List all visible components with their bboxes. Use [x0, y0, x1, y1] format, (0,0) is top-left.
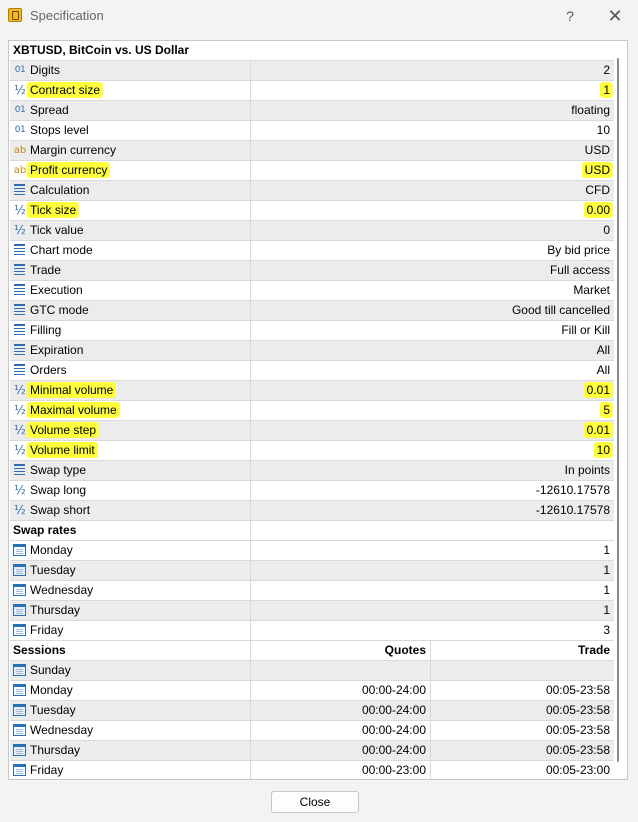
value-cell [251, 81, 614, 100]
calendar-icon [13, 704, 26, 716]
list-icon [14, 365, 25, 375]
value-cell [251, 421, 614, 440]
day-label: Sunday [30, 663, 71, 677]
title-bar [0, 0, 638, 32]
day-cell [10, 601, 251, 620]
spec-row[interactable] [10, 241, 614, 261]
list-icon [14, 345, 25, 355]
help-button[interactable]: ? [566, 8, 574, 24]
value-cell [251, 161, 614, 180]
day-label: Thursday [30, 743, 81, 757]
session-row[interactable] [10, 661, 614, 681]
property-value: 0.01 [584, 422, 613, 438]
spec-row[interactable] [10, 481, 614, 501]
property-cell [10, 261, 251, 280]
calendar-icon [13, 584, 26, 596]
spec-row[interactable] [10, 161, 614, 181]
quotes-column-header: Quotes [384, 643, 426, 657]
trade-value: 00:05-23:58 [545, 703, 610, 717]
specification-grid [8, 40, 628, 780]
numeric-icon: 01 [14, 125, 26, 135]
value-cell [251, 481, 614, 500]
property-value: 10 [596, 123, 610, 137]
property-label: Swap type [30, 463, 87, 477]
list-icon [14, 285, 25, 295]
text-icon: ab [13, 145, 27, 156]
day-label: Tuesday [30, 563, 76, 577]
vertical-scrollbar[interactable] [612, 48, 624, 774]
property-cell [10, 201, 251, 220]
fraction-icon: ½ [14, 443, 26, 457]
trade-cell [431, 661, 614, 680]
property-cell [10, 381, 251, 400]
session-row[interactable] [10, 741, 614, 761]
spec-row[interactable] [10, 261, 614, 281]
day-label: Thursday [30, 603, 81, 617]
property-value: USD [584, 143, 610, 157]
value-cell [251, 321, 614, 340]
window-title: Specification [30, 8, 104, 23]
property-label: Volume step [27, 422, 99, 438]
trade-cell [431, 741, 614, 760]
property-label: Trade [30, 263, 61, 277]
spec-row[interactable] [10, 181, 614, 201]
calendar-icon [13, 764, 26, 776]
trade-value: 00:05-23:58 [545, 723, 610, 737]
value-cell [251, 61, 614, 80]
spec-row[interactable] [10, 361, 614, 381]
trade-value: 00:05-23:00 [545, 763, 610, 777]
property-label: Execution [30, 283, 83, 297]
session-row[interactable] [10, 721, 614, 741]
trade-value: 00:05-23:58 [545, 743, 610, 757]
property-cell [10, 501, 251, 520]
property-value: -12610.17578 [535, 503, 610, 517]
property-value: 0.01 [584, 382, 613, 398]
spec-row[interactable] [10, 321, 614, 341]
property-label: Swap long [30, 483, 87, 497]
day-cell [10, 761, 251, 780]
list-icon [14, 265, 25, 275]
calendar-icon [13, 664, 26, 676]
quotes-value: 00:00-24:00 [361, 703, 426, 717]
property-label: Maximal volume [27, 402, 120, 418]
value-cell [251, 401, 614, 420]
calendar-icon [13, 744, 26, 756]
property-value: USD [582, 162, 613, 178]
property-value: In points [564, 463, 610, 477]
list-icon [14, 305, 25, 315]
day-label: Monday [30, 543, 73, 557]
trade-value: 00:05-23:58 [545, 683, 610, 697]
value-cell [251, 541, 614, 560]
property-value: 0.00 [584, 202, 613, 218]
property-cell [10, 321, 251, 340]
fraction-icon: ½ [14, 503, 26, 517]
value-cell [251, 281, 614, 300]
spec-row[interactable] [10, 401, 614, 421]
fraction-icon: ½ [14, 83, 26, 97]
property-value: CFD [585, 183, 610, 197]
property-value: 10 [594, 442, 613, 458]
day-label: Wednesday [30, 723, 94, 737]
value-cell [251, 101, 614, 120]
property-cell [10, 301, 251, 320]
list-icon [14, 185, 25, 195]
value-cell [251, 601, 614, 620]
property-label: Volume limit [27, 442, 98, 458]
value-cell [251, 261, 614, 280]
property-cell [10, 161, 251, 180]
property-value: Full access [549, 263, 610, 277]
numeric-icon: 01 [14, 105, 26, 115]
property-label: Tick size [27, 202, 79, 218]
numeric-icon: 01 [14, 65, 26, 75]
value-cell [251, 501, 614, 520]
quotes-cell [251, 721, 431, 740]
day-label: Tuesday [30, 703, 76, 717]
property-label: Minimal volume [27, 382, 116, 398]
property-value: -12610.17578 [535, 483, 610, 497]
spec-row[interactable] [10, 421, 614, 441]
spec-row[interactable] [10, 81, 614, 101]
close-icon[interactable]: ✕ [607, 6, 623, 26]
value-cell [251, 381, 614, 400]
spec-row[interactable] [10, 141, 614, 161]
value-cell [251, 621, 614, 640]
quotes-cell [251, 741, 431, 760]
property-label: Margin currency [30, 143, 117, 157]
spec-row[interactable] [10, 461, 614, 481]
property-cell [10, 461, 251, 480]
swap-rate-row[interactable] [10, 541, 614, 561]
trade-cell [431, 721, 614, 740]
calendar-icon [13, 564, 26, 576]
swap-rate-row[interactable] [10, 601, 614, 621]
swap-rate-value: 1 [603, 543, 610, 557]
day-label: Monday [30, 683, 73, 697]
value-cell [251, 241, 614, 260]
day-cell [10, 541, 251, 560]
property-value: All [596, 363, 610, 377]
scrollbar-thumb[interactable] [617, 58, 619, 762]
property-cell [10, 341, 251, 360]
property-value: 5 [600, 402, 613, 418]
spec-row[interactable] [10, 441, 614, 461]
symbol-header-row[interactable] [10, 41, 614, 61]
list-icon [14, 325, 25, 335]
sessions-header-row[interactable] [10, 641, 614, 661]
trade-cell [431, 761, 614, 780]
property-value: All [596, 343, 610, 357]
property-cell [10, 241, 251, 260]
swap-rate-value: 1 [603, 583, 610, 597]
text-icon: ab [13, 165, 27, 176]
fraction-icon: ½ [14, 483, 26, 497]
property-label: Tick value [30, 223, 84, 237]
property-label: Spread [30, 103, 69, 117]
day-cell [10, 581, 251, 600]
day-label: Friday [30, 623, 64, 637]
property-cell [10, 141, 251, 160]
property-value: 1 [600, 82, 613, 98]
day-cell [10, 621, 251, 640]
property-cell [10, 361, 251, 380]
value-cell [251, 121, 614, 140]
value-cell [251, 301, 614, 320]
property-label: Expiration [30, 343, 84, 357]
day-cell [10, 721, 251, 740]
quotes-cell [251, 701, 431, 720]
spec-row[interactable] [10, 301, 614, 321]
session-row[interactable] [10, 681, 614, 701]
dialog-footer [0, 784, 638, 822]
swap-rates-header-row[interactable] [10, 521, 614, 541]
swap-rate-row[interactable] [10, 621, 614, 641]
calendar-icon [13, 684, 26, 696]
property-cell [10, 181, 251, 200]
property-value: Market [573, 283, 610, 297]
swap-rate-value: 1 [603, 563, 610, 577]
quotes-value: 00:00-23:00 [361, 763, 426, 777]
fraction-icon: ½ [14, 223, 26, 237]
spec-row[interactable] [10, 381, 614, 401]
property-label: Swap short [30, 503, 91, 517]
property-value: Fill or Kill [561, 323, 610, 337]
fraction-icon: ½ [14, 383, 26, 397]
day-cell [10, 681, 251, 700]
property-cell [10, 221, 251, 240]
session-row[interactable] [10, 701, 614, 721]
property-label: Contract size [27, 82, 103, 98]
quotes-value: 00:00-24:00 [361, 723, 426, 737]
property-label: Orders [30, 363, 67, 377]
calendar-icon [13, 624, 26, 636]
day-cell [10, 561, 251, 580]
spec-row[interactable] [10, 121, 614, 141]
value-cell [251, 581, 614, 600]
property-value: floating [571, 103, 610, 117]
property-label: Filling [30, 323, 62, 337]
calendar-icon [13, 604, 26, 616]
quotes-cell [251, 661, 431, 680]
spec-row[interactable] [10, 501, 614, 521]
swap-rate-value: 1 [603, 603, 610, 617]
quotes-value: 00:00-24:00 [361, 743, 426, 757]
app-icon [8, 8, 22, 22]
trade-cell [431, 701, 614, 720]
symbol-header: XBTUSD, BitCoin vs. US Dollar [13, 43, 190, 57]
property-value: By bid price [547, 243, 610, 257]
spec-row[interactable] [10, 221, 614, 241]
fraction-icon: ½ [14, 403, 26, 417]
quotes-cell [251, 681, 431, 700]
property-value: Good till cancelled [511, 303, 610, 317]
property-cell [10, 441, 251, 460]
swap-rates-header: Swap rates [13, 523, 77, 537]
trade-column-header: Trade [577, 643, 610, 657]
day-cell [10, 701, 251, 720]
calendar-icon [13, 724, 26, 736]
property-cell [10, 121, 251, 140]
property-label: Chart mode [30, 243, 93, 257]
list-icon [14, 245, 25, 255]
day-cell [10, 661, 251, 680]
swap-rate-row[interactable] [10, 581, 614, 601]
swap-rate-value: 3 [603, 623, 610, 637]
spec-row[interactable] [10, 341, 614, 361]
quotes-cell [251, 761, 431, 780]
spec-row[interactable] [10, 201, 614, 221]
day-label: Wednesday [30, 583, 94, 597]
property-cell [10, 421, 251, 440]
value-cell [251, 181, 614, 200]
quotes-value: 00:00-24:00 [361, 683, 426, 697]
property-label: GTC mode [30, 303, 89, 317]
sessions-header: Sessions [13, 643, 66, 657]
property-cell [10, 481, 251, 500]
property-cell [10, 401, 251, 420]
property-label: Digits [30, 63, 61, 77]
value-cell [251, 441, 614, 460]
value-cell [251, 341, 614, 360]
property-value: 2 [603, 63, 610, 77]
spec-row[interactable] [10, 281, 614, 301]
value-cell [251, 361, 614, 380]
value-cell [251, 141, 614, 160]
close-button[interactable]: Close [271, 791, 359, 813]
fraction-icon: ½ [14, 423, 26, 437]
property-label: Stops level [30, 123, 89, 137]
fraction-icon: ½ [14, 203, 26, 217]
property-label: Profit currency [27, 162, 110, 178]
day-label: Friday [30, 763, 64, 777]
day-cell [10, 741, 251, 760]
calendar-icon [13, 544, 26, 556]
value-cell [251, 461, 614, 480]
spec-row[interactable] [10, 61, 614, 81]
spec-row[interactable] [10, 101, 614, 121]
property-cell [10, 81, 251, 100]
section-cell [10, 521, 251, 540]
swap-rate-row[interactable] [10, 561, 614, 581]
value-cell [251, 201, 614, 220]
property-cell [10, 281, 251, 300]
property-cell [10, 101, 251, 120]
list-icon [14, 465, 25, 475]
value-cell [251, 561, 614, 580]
property-label: Calculation [30, 183, 90, 197]
trade-cell [431, 681, 614, 700]
property-cell [10, 61, 251, 80]
session-row[interactable] [10, 761, 614, 780]
property-value: 0 [603, 223, 610, 237]
value-cell [251, 221, 614, 240]
